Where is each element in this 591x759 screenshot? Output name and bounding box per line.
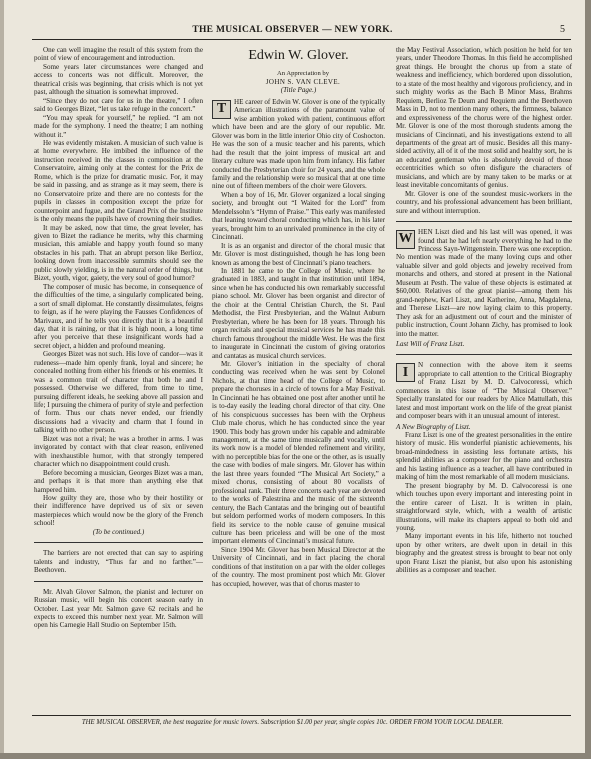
drop-cap: I	[396, 363, 415, 382]
paragraph: Many important events in his life, hitherto not touched upon by other writers, are dwelt upon in detail in this biography and the greatest stress is brought to bear not only upon Franz Liszt the pianist, but also upon his astonishing abilities as a composer and teacher.	[396, 532, 572, 575]
page-binding-edge	[0, 0, 4, 753]
paragraph: The composer of music has become, in consequence of the difficulties of the time, a singularly complicated being, a sort of small diplomat. He constantly dissimulates, feigns to feign, as if he were playing the Fausses Confidences of Marivaux, and if he tells you directly that it is a beautiful day, that it is raining, or that it is high noon, a long time after you perceive that these insignificant words had a secret object, a hidden and profound meaning.	[34, 282, 203, 350]
column-2	[212, 46, 385, 588]
article-byline: JOHN S. VAN CLEVE.	[265, 78, 341, 86]
biography-text: N connection with the above item it seems appropriate to call attention to the Critical Biography of Franz Liszt by M. D. Calvocoressi, which commences in this issue of “The Musical Observer.” Specially translated for our readers by Alice Mattullath, this latest and most important work on the life of the great pianist and composer bears with it an unusual amount of interest.	[396, 361, 572, 421]
paragraph: Georges Bizet was not such. His love of candor—was it rudeness—made him openly frank, loyal and sincere; he concealed nothing from either his friends or his enemies. It was a common trait of character that both he and I possessed. Otherwise we differed, from time to time, pursuing different ideals, he seeking above all passion and life; I pursuing the chimera of purity of style and perfection of form. Thus our chats never ended, our friendly discussions had a vivacity and charm that I found in talking with no other person.	[34, 350, 204, 435]
paragraph: Bizet was not a rival; he was a brother in arms. I was invigorated by contact with that clear reason, enlivened with inexhaustible humor, with that strongly tempered character which no disappointment could crush.	[34, 434, 203, 469]
column-3	[396, 46, 572, 575]
biography-sidehead: A New Biography of Liszt.	[396, 422, 471, 431]
paragraph: “You may speak for yourself,” he replied. “I am not made for the symphony. I need the theatre; I am nothing without it.”	[34, 113, 203, 139]
paragraph: Before becoming a musician, Georges Bizet was a man, and perhaps it is that more than anything else that hampered him.	[34, 468, 203, 494]
paragraph: One can well imagine the result of this system from the point of view of encouragement and introduction.	[34, 46, 203, 63]
to-be-continued: (To be continued.)	[92, 527, 145, 536]
paragraph: Mr. Glover is one of the soundest music-workers in the country, and his professional advancement has been brilliant, sure and without interruption.	[396, 189, 572, 215]
section-divider	[34, 581, 203, 582]
page-number: 5	[560, 24, 565, 35]
section-divider	[34, 542, 203, 543]
header-rule	[32, 39, 571, 40]
section-divider	[396, 354, 572, 355]
paragraph: The present biography by M. D. Calvocoressi is one which touches upon every important and interesting point in the entire career of Liszt. It is written in plain, straightforward style, which, with a wealth of artistic illustrations, will make its chapters appeal to both old and young.	[396, 481, 572, 533]
liszt-will-text: HEN Liszt died and his last will was opened, it was found that he had left nearly everything he had to the Princess Sayn-Wittgenstein. There was one exception. No mention was made of the many loving cups and other valuable silver and gold objects and jewelry received from monarchs and others, and stored at present in the National Museum at Pesth. The value of these objects is estimated at $60,000. Relatives of the great pianist—among them his grand-nephew, Karl Liszt, and Katherine, Anna, Magdalena, and Therese Liszt—are now laying claim to this property. They ask for an adjustment out of court and the minister of public instruction, Count Johann Zichy, has promised to look into the matter.	[396, 228, 572, 338]
paragraph: Franz Liszt is one of the greatest personalities in the entire history of music. His wonderful pianistic achievements, his broad-mindedness in assisting less fortunate artists, his splendid abilities as a composer for the piano and orchestra and his lasting influence as a teacher, all have contributed in making of him the most remarkable of all modern musicians.	[396, 431, 572, 482]
liszt-will-sidehead: Last Will of Franz Liszt.	[396, 339, 465, 348]
column-1	[34, 46, 203, 630]
paragraph: When a boy of 16, Mr. Glover organized a local singing society, and brought out “I Waited for the Lord” from Mendelssohn’s “Hymn of Praise.” This early was manifested that leaning toward choral conducting which has, in his later years, brought him to an unrivaled prominence in the city of Cincinnati.	[212, 190, 385, 242]
paragraph: Mr. Glover’s initiation in the specialty of choral conducting was received when he was sent by Colonel Nichols, at that time head of the College of Music, to prepare the choruses in a circle of towns for a May Festival. In Cincinnati he has obtained one post after another until he is to-day easily the leading choral director of that city. One of his conspicuous successes has been with the Orpheus Club male chorus, which he has conducted since the year 1900. This body has grown under his capable and admirable management, at the same time musically and vocally, until its work now is a model of blended refinement and virility, with no perceptible bias for the one or the other, as is usually the case with bodies of male singers. Mr. Glover has within the last three years founded “The Musical Art Society,” a mixed chorus, consisting of about 80 vocalists of professional rank. Their three concerts each year are devoted to the works of Palestrina and the music of the sixteenth century, the Bach Cantatas and the bringing out of beautiful but seldom performed works of modern composers. In this field its service to the noble cause of genuine musical culture has been priceless and will be one of the most important elements of Cincinnati’s musical future.	[212, 359, 385, 546]
paragraph: It may be asked, now that time, the great leveler, has given to Bizet the radiance he merits, why this charming musician, this amiable and happy youth found so many obstacles in his path. That an abrupt person like Berlioz, looking down from inaccessible summits should see the public slowly yielding, is in the natural order of things, but Bizet, youth, vigor, gaiety, the very soul of good humor?	[34, 223, 203, 283]
paragraph: He was evidently mistaken. A musician of such value is at home everywhere. He imbibed the influence of the instruction received in the classes in composition at the Conservatoire, aiming only at the contest for the Prix de Rome, which is the prize for dramatic music. For, it may be said in passing, and as strange as it may seem, there is no Conservatoire prize and there are no contests for the pupils in classes in composition except the prize for counterpoint and fugue, and the Grand Prix of the Institute is the only means the pupils have of crowning their studies.	[34, 138, 203, 224]
salmon-news: Mr. Alvah Glover Salmon, the pianist and lecturer on Russian music, will begin his concert season early in October. Last year Mr. Salmon gave 62 recitals and he expects to exceed this number next year. Mr. Salmon will open his Carnegie Hall Studio on September 15th.	[34, 587, 203, 630]
paragraph: “Since they do not care for us in the theatre,” I often said to Georges Bizet, “let us take refuge in the concert.”	[34, 96, 203, 114]
paragraph: Since 1904 Mr. Glover has been Musical Director at the University of Cincinnati, and in fact placing the choral conditions of that institution on a par with the older colleges of the country. The most prominent post which Mr. Glover has occupied, however, was that of chorus master to	[212, 545, 385, 588]
paragraph: In 1881 he came to the College of Music, where he graduated in 1883, and taught in that institution until 1894, since when he has conducted his own remarkably successful piano school. Mr. Glover has been organist and director of the choir at the Central Christian Church, the St. Paul Methodist, the First Presbyterian, and the Walnut Auburn Presbyterian, where he has been for 18 years. Through his organ recitals and special musical services he has made this church famous throughout the middle West. He was the first to inaugurate in Cincinnati the custom of giving oratorios and cantatas as musical church services.	[212, 266, 385, 360]
page-footer: THE MUSICAL OBSERVER, the best magazine for music lovers. Subscription $1.00 per year, single copies 10c. ORDER FROM YOUR LOCAL DEALER.	[81, 719, 504, 726]
drop-cap: T	[212, 100, 231, 119]
paragraph: HE career of Edwin W. Glover is one of the typically American illustrations of the paramount value of wise ambition yoked with patient, continuous effort which have been and are the glory of our republic. Mr. Glover was born in the little interior Ohio city of Coshocton. He was the son of a music teacher and his parents, which had the result that the joint impress of musical art and literary culture was made upon him from infancy. His father conducted the Presbyterian choir for 24 years, and the whole family and the relationship were so musical that at one time nine out of fifteen members of the choir were Glovers.	[212, 97, 385, 191]
beethoven-quote: The barriers are not erected that can say to aspiring talents and industry, “Thus far and no farther.”—Beethoven.	[34, 549, 203, 575]
running-header: THE MUSICAL OBSERVER — NEW YORK.	[192, 25, 393, 35]
article-title: Edwin W. Glover.	[248, 48, 349, 63]
paragraph: the May Festival Association, which position he held for ten years, under Theodore Thomas. In this field he accomplished great things. He brought the chorus up from a state of weakness and inefficiency, which bordered upon dissolution, to a state of the most healthy and vigorous proficiency, and in such mighty works as the Bach B Minor Mass, Brahms Requiem, Berlioz Te Deum and Requiem and the Beethoven Mass in D, not to mention many others, the firmness, balance and expressiveness of the chorus were of the highest order. Mr. Glover is one of the most thorough students among the musicians of Cincinnati, and his investigations extend to all departments of the great art of music. Besides all this many-sided activity, all of it of the most solid and healthy sort, he is an educated gentleman who is absolutely devoid of those eccentricities which so often disfigure the characters of musicians, and which are by many taken to be marks or at least inevitable concomitants of genius.	[396, 46, 572, 190]
section-divider	[396, 221, 572, 222]
drop-cap: W	[396, 230, 415, 249]
paragraph: It is as an organist and director of the choral music that Mr. Glover is most distinguished, though he has long been known as among the best of Cincinnati’s piano teachers.	[212, 241, 385, 267]
title-page-note: (Title Page.)	[280, 86, 317, 95]
paragraph: Some years later circumstances were changed and access to concerts was not difficult. Moreover, the theatrical crisis was beginning, that crisis which is not yet past, although the situation is somewhat improved.	[34, 62, 203, 97]
footer-rule	[32, 715, 571, 716]
article-subtitle: An Appreciation by	[276, 70, 329, 77]
paragraph: How guilty they are, those who by their hostility or their indifference have deprived us of six or seven masterpieces which would now be the glory of the French school!	[34, 494, 203, 528]
